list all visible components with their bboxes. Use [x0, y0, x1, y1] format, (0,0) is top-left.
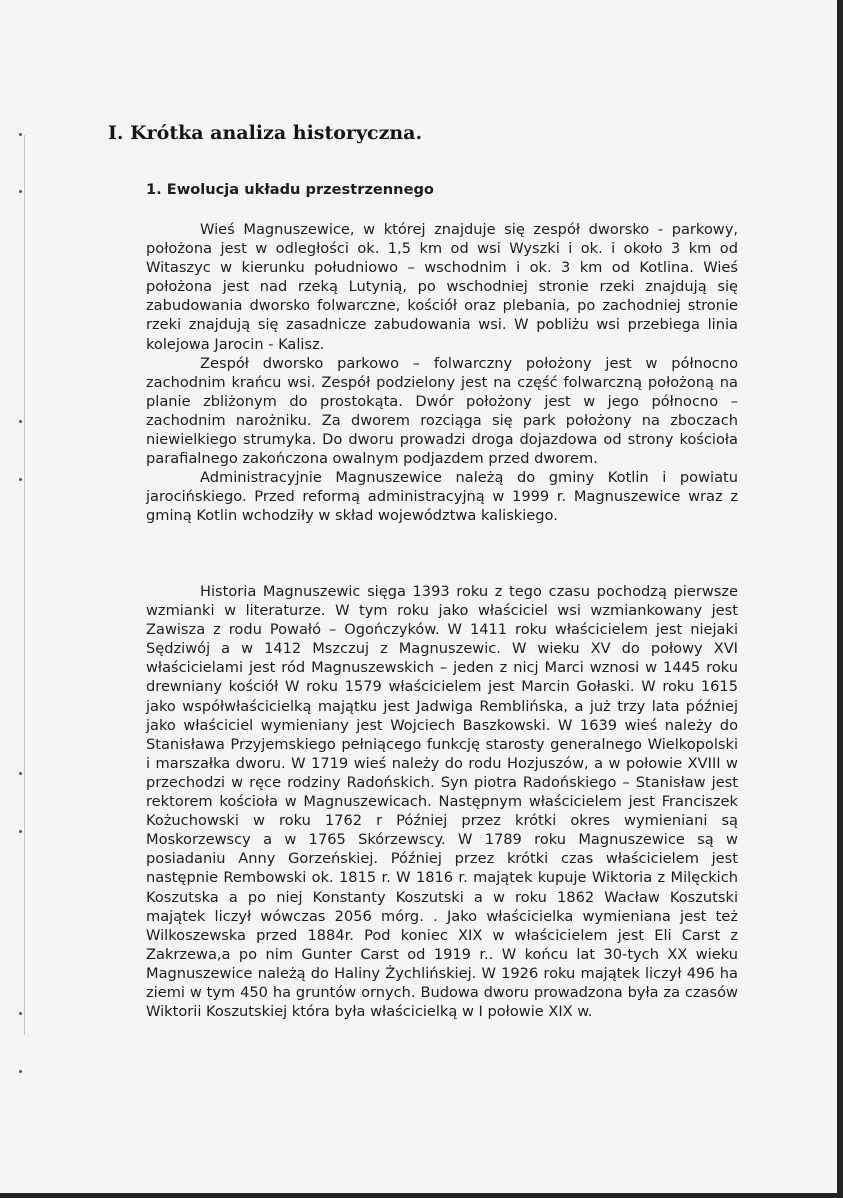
- punch-hole-mark: [19, 420, 22, 423]
- paragraph-history: Historia Magnuszewic sięga 1393 roku z tego czasu pochodzą pierwsze wzmianki w literaturze. W tym roku jako właściciel wsi wzmiankowany jest Zawisza z rodu Powałó – Ogończyków. W 1411 roku właścicielem jest niejaki Sędziwój a w 1412 Mszczuj z Magnuszewic. W wieku XV do połowy XVI właścicielami jest ród Magnuszewskich – jeden z nicj Marci wznosi w 1445 roku drewniany kościół W roku 1579 właścicielem jest Marcin Gołaski. W roku 1615 jako współwłaścicielką majątku jest Jadwiga Remblińska, a już trzy lata później jako właściciel wymieniany jest Wojciech Baszkowski. W 1639 wieś należy do Stanisława Przyjemskiego pełniącego funkcję starosty generalnego Wielkopolski i marszałka dworu. W 1719 wieś należy do rodu Hozjuszów, a w połowie XVIII w przechodzi w ręce rodziny Radońskich. Syn piotra Radońskiego – Stanisław jest rektorem kościoła w Magnuszewicach. Następnym właścicielem jest Franciszek Kożuchowski w roku 1762 r Później przez krótki okres wymieniani są Moskorzewscy a w 1765 Skórzewscy. W 1789 roku Magnuszewice są w posiadaniu Anny Gorzeńskiej. Później przez krótki czas właścicielem jest następnie Rembowski ok. 1815 r. W 1816 r. majątek kupuje Wiktoria z Milęckich Koszutska a po niej Konstanty Koszutski a w roku 1862 Wacław Koszutski majątek liczył wówczas 2056 mórg. . Jako właścicielka wymieniana jest też Wilkoszewska przed 1884r. Pod koniec XIX w właścicielem jest Eli Carst z Zakrzewa,a po nim Gunter Carst od 1919 r.. W końcu lat 30-tych XX wieku Magnuszewice należą do Haliny Żychlińskiej. W 1926 roku majątek liczył 496 ha ziemi w tym 450 ha gruntów ornych. Budowa dworu prowadzona była za czasów Wiktorii Koszutskiej która była właścicielką w I połowie XIX w.: [146, 583, 738, 1021]
- page-heading: I. Krótka analiza historyczna.: [108, 122, 423, 144]
- binding-margin-line: [24, 135, 25, 1035]
- paragraph-administration: Administracyjnie Magnuszewice należą do gminy Kotlin i powiatu jarocińskiego. Przed reformą administracyjną w 1999 r. Magnuszewice wraz z gminą Kotlin wchodziły w skład województwa kaliskiego.: [146, 469, 738, 525]
- scan-edge-right: [837, 0, 843, 1198]
- punch-hole-mark: [19, 478, 22, 481]
- punch-hole-mark: [19, 190, 22, 193]
- section-title: 1. Ewolucja układu przestrzennego: [146, 181, 434, 198]
- scan-edge-bottom: [0, 1193, 843, 1198]
- punch-hole-mark: [19, 1012, 22, 1015]
- punch-hole-mark: [19, 772, 22, 775]
- text-block-location: [146, 220, 738, 526]
- punch-hole-mark: [19, 133, 22, 136]
- punch-hole-mark: [19, 830, 22, 833]
- paragraph-layout: Zespół dworsko parkowo – folwarczny położony jest w północno zachodnim krańcu wsi. Zespół podzielony jest na część folwarczną położoną na planie zbliżonym do prostokąta. Dwór położony jest w jego północno – zachodnim narożniku. Za dworem rozciąga się park położony na zboczach niewielkiego strumyka. Do dworu prowadzi droga dojazdowa od strony kościoła parafialnego zakończona owalnym podjazdem przed dworem.: [146, 354, 738, 468]
- text-block-history: [146, 582, 738, 1021]
- paragraph-location: Wieś Magnuszewice, w której znajduje się zespół dworsko - parkowy, położona jest w odległości ok. 1,5 km od wsi Wyszki i ok. i około 3 km od Witaszyc w kierunku południowo – wschodnim i ok. 3 km od Kotlina. Wieś położona jest nad rzeką Lutynią, po wschodniej stronie rzeki znajdują się zabudowania dworsko folwarczne, kościół oraz plebania, po zachodniej stronie rzeki znajdują się zasadnicze zabudowania wsi. W pobliżu wsi przebiega linia kolejowa Jarocin - Kalisz.: [146, 221, 738, 353]
- punch-hole-mark: [19, 1070, 22, 1073]
